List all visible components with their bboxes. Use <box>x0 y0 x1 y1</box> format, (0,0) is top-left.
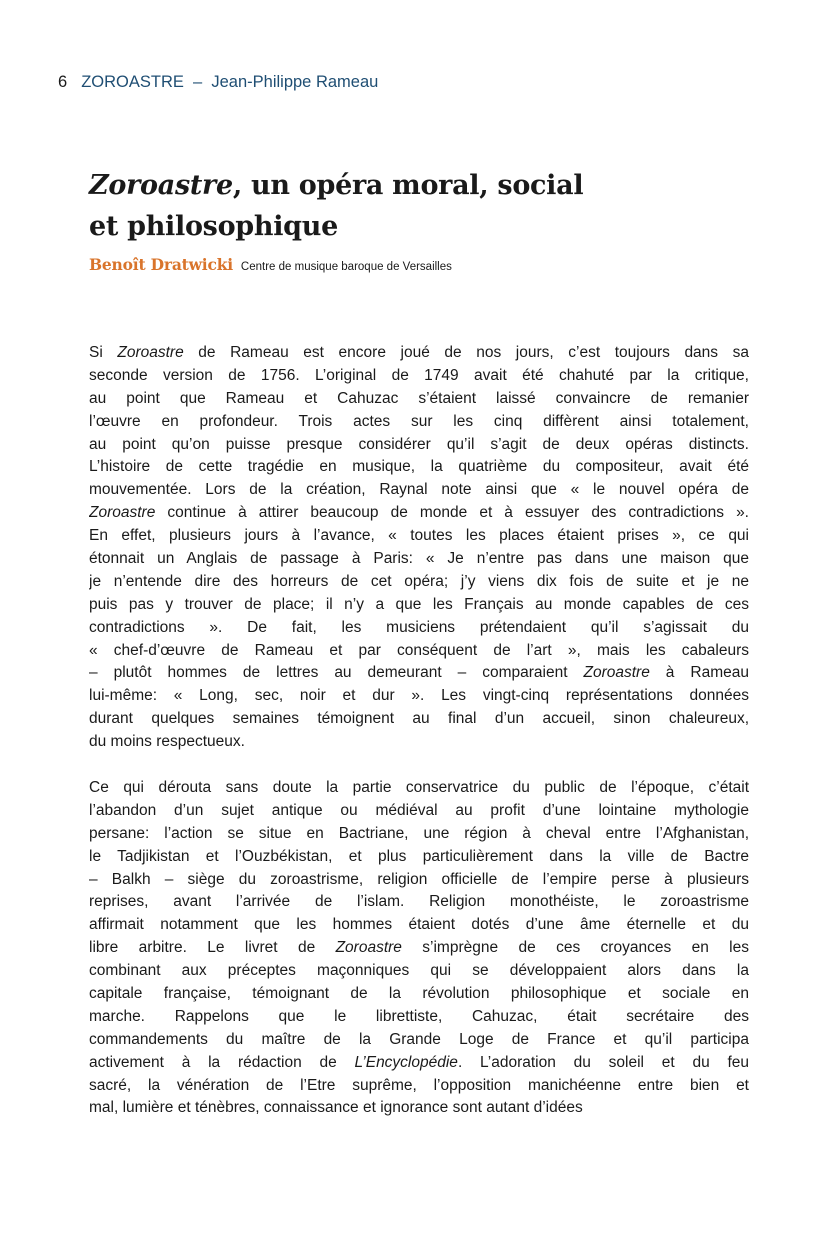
text-line <box>89 594 749 617</box>
text-line <box>89 708 749 731</box>
text-segment: En effet, plusieurs jours à l’avance, « toutes les places étaient prises », ce qui <box>89 527 749 545</box>
text-segment: Ce qui dérouta sans doute la partie conservatrice du public de l’époque, c’était <box>89 778 749 796</box>
text-segment: marche. Rappelons que le librettiste, Cahuzac, était secrétaire des <box>89 1007 749 1025</box>
text-line <box>89 1097 749 1120</box>
text-line <box>89 571 749 594</box>
italic-title-reference: Zoroastre <box>89 504 156 522</box>
text-segment: mal, lumière et ténèbres, connaissance et ignorance sont autant d’idées <box>89 1099 583 1117</box>
paragraph-1 <box>89 342 749 754</box>
text-segment: affirmait notamment que les hommes étaient dotés d’une âme éternelle et du <box>89 916 749 934</box>
text-segment: – plutôt hommes de lettres au demeurant – comparaient <box>89 664 584 682</box>
text-segment: à Rameau <box>649 664 749 682</box>
text-line <box>89 1052 749 1075</box>
text-segment: s’imprègne de ces croyances en les <box>401 939 749 957</box>
text-line <box>89 342 749 365</box>
article-body <box>89 342 749 1120</box>
text-line <box>89 983 749 1006</box>
text-segment: persane: l’action se situe en Bactriane, une région à cheval entre l’Afghanistan, <box>89 824 749 842</box>
text-line <box>89 891 749 914</box>
text-segment: je n’entende dire des horreurs de cet opéra; j’y viens dix fois de suite et je ne <box>89 572 749 590</box>
author-name: Benoît Dratwicki <box>89 255 233 274</box>
text-line <box>89 525 749 548</box>
text-line <box>89 846 749 869</box>
text-line <box>89 960 749 983</box>
title-italic-part: Zoroastre <box>89 170 233 201</box>
text-line <box>89 685 749 708</box>
italic-title-reference: L’Encyclopédie <box>354 1053 458 1071</box>
text-segment: l’abandon d’un sujet antique ou médiéval au profit d’une lointaine mythologie <box>89 801 749 819</box>
text-segment: activement à la rédaction de <box>89 1053 355 1071</box>
title-line1-rest: , un opéra moral, social <box>232 170 584 201</box>
text-line <box>89 937 749 960</box>
byline <box>89 255 452 275</box>
text-line <box>89 388 749 411</box>
running-header <box>58 72 378 92</box>
italic-title-reference: Zoroastre <box>335 939 402 957</box>
text-line <box>89 1029 749 1052</box>
text-line <box>89 731 749 754</box>
text-segment: puis pas y trouver de place; il n’y a que les Français au monde capables de ces <box>89 595 749 613</box>
text-line <box>89 617 749 640</box>
text-segment: sacré, la vénération de l’Etre suprême, l’opposition manichéenne entre bien et <box>89 1076 749 1094</box>
text-line <box>89 479 749 502</box>
text-segment: commandements du maître de la Grande Loge de France et qu’il participa <box>89 1030 749 1048</box>
text-line <box>89 800 749 823</box>
text-line <box>89 662 749 685</box>
text-segment: combinant aux préceptes maçonniques qui se développaient alors dans la <box>89 962 749 980</box>
text-line <box>89 365 749 388</box>
text-segment: . L’adoration du soleil et du feu <box>457 1053 749 1071</box>
text-line <box>89 548 749 571</box>
text-line <box>89 777 749 800</box>
article-title <box>89 165 709 247</box>
text-segment: contradictions ». De fait, les musiciens prétendaient qu’il s’agissait du <box>89 618 749 636</box>
text-line <box>89 434 749 457</box>
text-segment: – Balkh – siège du zoroastrisme, religion officielle de l’empire perse à plusieurs <box>89 870 749 888</box>
running-title: ZOROASTRE – Jean-Philippe Rameau <box>81 73 379 91</box>
text-line <box>89 823 749 846</box>
page-number: 6 <box>58 73 68 91</box>
text-segment: seconde version de 1756. L’original de 1749 avait été chahuté par la critique, <box>89 366 749 384</box>
text-segment: au point que Rameau et Cahuzac s’étaient laissé convaincre de remanier <box>89 389 749 407</box>
text-segment: l’œuvre en profondeur. Trois actes sur les cinq diffèrent ainsi totalement, <box>89 412 749 430</box>
text-line <box>89 869 749 892</box>
text-segment: continue à attirer beaucoup de monde et à essuyer des contradictions ». <box>155 504 749 522</box>
text-segment: durant quelques semaines témoignent au final d’un accueil, sinon chaleureux, <box>89 710 749 728</box>
text-segment: capitale française, témoignant de la révolution philosophique et sociale en <box>89 984 749 1002</box>
author-affiliation: Centre de musique baroque de Versailles <box>240 261 452 273</box>
italic-title-reference: Zoroastre <box>583 664 650 682</box>
text-segment: Si <box>89 344 118 361</box>
text-line <box>89 502 749 525</box>
text-segment: reprises, avant l’arrivée de l’islam. Religion monothéiste, le zoroastrisme <box>89 893 749 911</box>
text-line <box>89 1075 749 1098</box>
text-line <box>89 456 749 479</box>
text-segment: étonnait un Anglais de passage à Paris: « Je n’entre pas dans une maison que <box>89 550 749 568</box>
text-segment: du moins respectueux. <box>89 733 245 751</box>
text-line <box>89 1006 749 1029</box>
text-segment: L’histoire de cette tragédie en musique, la quatrième du compositeur, avait été <box>89 458 749 476</box>
text-line <box>89 411 749 434</box>
italic-title-reference: Zoroastre <box>117 344 184 361</box>
text-segment: libre arbitre. Le livret de <box>89 939 336 957</box>
paragraph-2 <box>89 777 749 1120</box>
text-segment: lui-même: « Long, sec, noir et dur ». Les vingt-cinq représentations données <box>89 687 749 705</box>
text-segment: le Tadjikistan et l’Ouzbékistan, et plus particulièrement dans la ville de Bactre <box>89 847 749 865</box>
text-segment: de Rameau est encore joué de nos jours, c’est toujours dans sa <box>183 344 749 361</box>
paragraph-gap <box>89 754 749 777</box>
text-segment: au point qu’on puisse presque considérer qu’il s’agit de deux opéras distincts. <box>89 435 749 453</box>
text-segment: « chef-d’œuvre de Rameau et par conséquent de l’art », mais les cabaleurs <box>89 641 749 659</box>
text-segment: mouvementée. Lors de la création, Raynal note ainsi que « le nouvel opéra de <box>89 481 749 499</box>
text-line <box>89 914 749 937</box>
title-line2: et philosophique <box>89 211 338 242</box>
text-line <box>89 640 749 663</box>
